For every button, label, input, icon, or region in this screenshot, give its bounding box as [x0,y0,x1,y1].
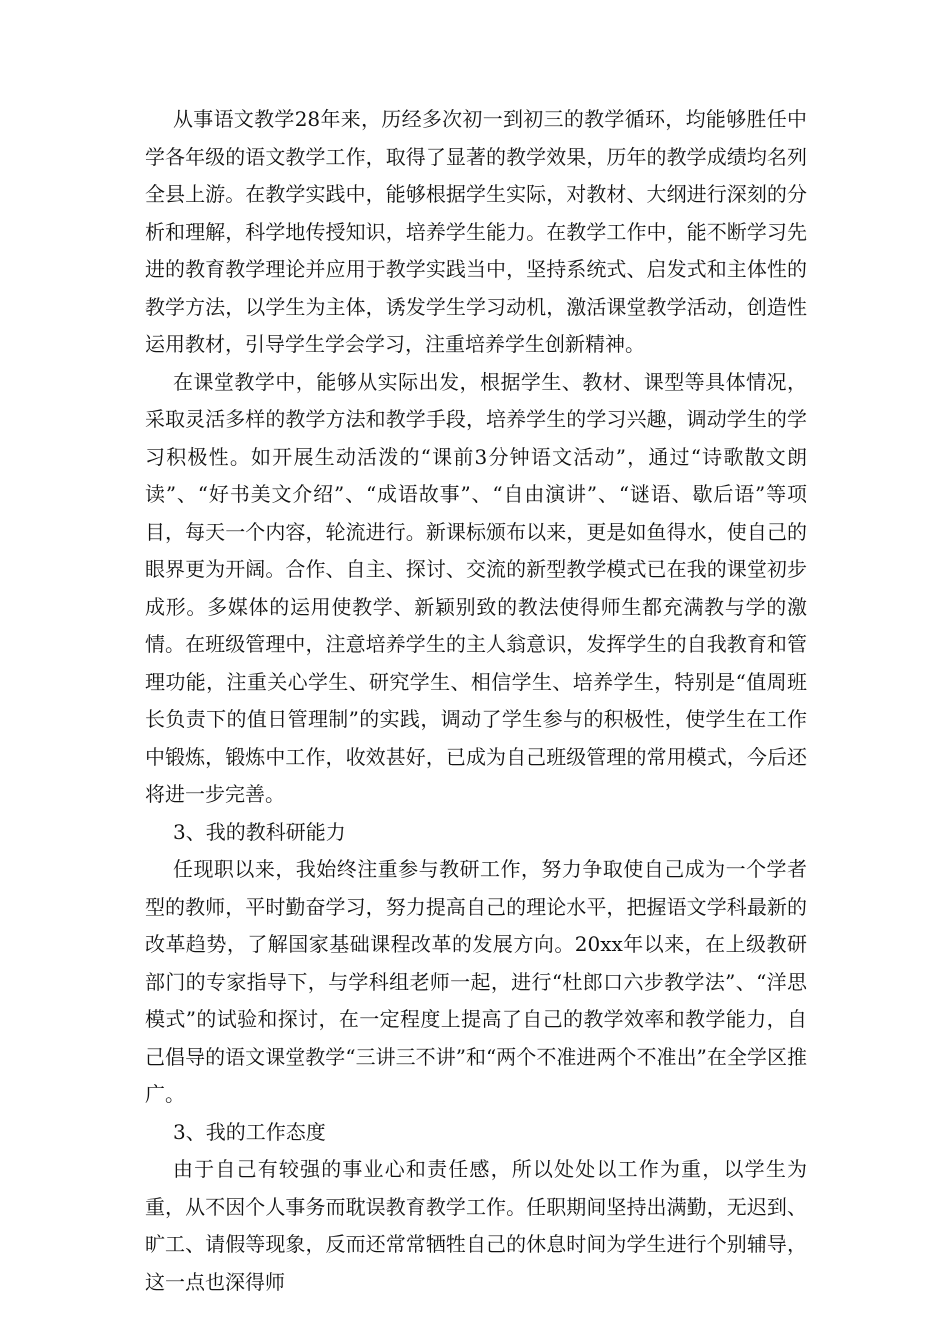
paragraph-classroom-teaching: 在课堂教学中，能够从实际出发，根据学生、教材、课型等具体情况，采取灵活多样的教学方法和教学手段，培养学生的学习兴趣，调动学生的学习积极性。如开展生动活泼的“课前3分钟语文活动”，通过“诗歌散文朗读”、“好书美文介绍”、“成语故事”、“自由演讲”、“谜语、歇后语”等项目，每天一个内容，轮流进行。新课标颁布以来，更是如鱼得水，使自己的眼界更为开阔。合作、自主、探讨、交流的新型教学模式已在我的课堂初步成形。多媒体的运用使教学、新颖别致的教法使得师生都充满教与学的激情。在班级管理中，注意培养学生的主人翁意识，发挥学生的自我教育和管理功能，注重关心学生、研究学生、相信学生、培养学生，特别是“值周班长负责下的值日管理制”的实践，调动了学生参与的积极性，使学生在工作中锻炼，锻炼中工作，收效甚好，已成为自己班级管理的常用模式，今后还将进一步完善。 [145,369,807,806]
section-heading-work-attitude: 3、我的工作态度 [173,1119,326,1144]
document-page [145,101,807,1301]
paragraph-teaching-experience: 从事语文教学28年来，历经多次初一到初三的教学循环，均能够胜任中学各年级的语文教学工作，取得了显著的教学效果，历年的教学成绩均名列全县上游。在教学实践中，能够根据学生实际，对教材、大纲进行深刻的分析和理解，科学地传授知识，培养学生能力。在教学工作中，能不断学习先进的教育教学理论并应用于教学实践当中，坚持系统式、启发式和主体性的教学方法，以学生为主体，诱发学生学习动机，激活课堂教学活动，创造性运用教材，引导学生学会学习，注重培养学生创新精神。 [145,107,807,356]
paragraph-research-work: 任现职以来，我始终注重参与教研工作，努力争取使自己成为一个学者型的教师，平时勤奋学习，努力提高自己的理论水平，把握语文学科最新的改革趋势，了解国家基础课程改革的发展方向。20xx年以来，在上级教研部门的专家指导下，与学科组老师一起，进行“杜郎口六步教学法”、“洋思模式”的试验和探讨，在一定程度上提高了自己的教学效率和教学能力，自己倡导的语文课堂教学“三讲三不讲”和“两个不准进两个不准出”在全学区推广。 [145,857,807,1106]
paragraph-work-attitude: 由于自己有较强的事业心和责任感，所以处处以工作为重，以学生为重，从不因个人事务而耽误教育教学工作。任职期间坚持出满勤，无迟到、旷工、请假等现象，反而还常常牺牲自己的休息时间为学生进行个别辅导，这一点也深得师 [145,1157,807,1294]
section-heading-research-ability: 3、我的教科研能力 [173,819,346,844]
